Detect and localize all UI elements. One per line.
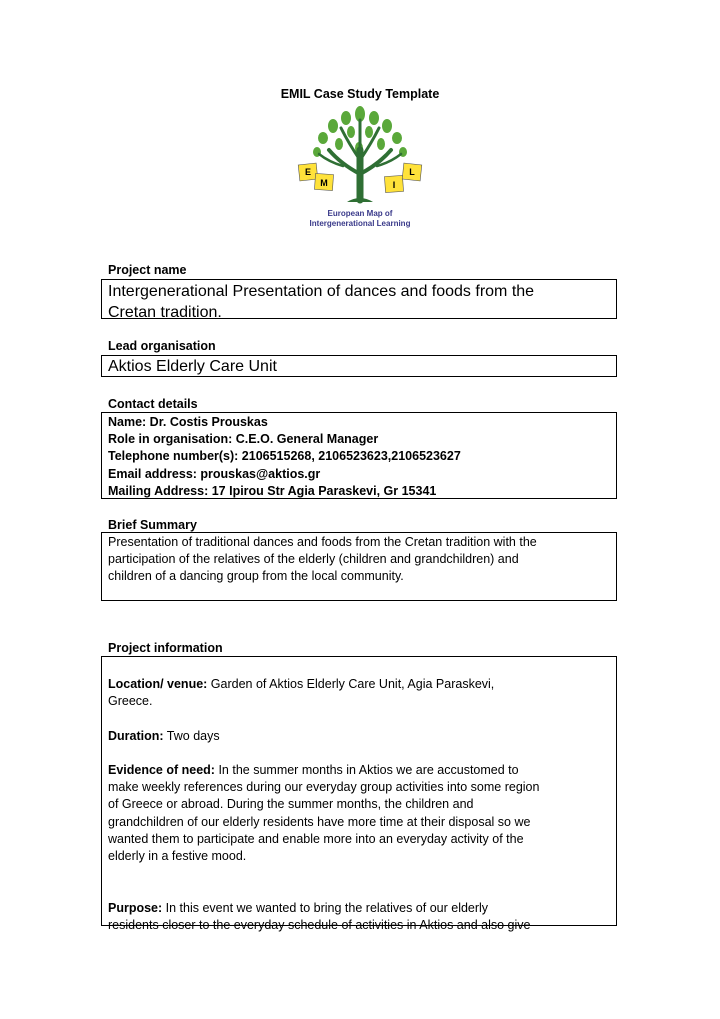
purpose-row xyxy=(108,900,610,917)
duration-label: Duration: xyxy=(108,728,164,743)
location-label: Location/ venue: xyxy=(108,677,208,691)
duration-row xyxy=(108,728,610,745)
evidence-label: Evidence of need: xyxy=(108,762,215,777)
location-value-cont: Greece. xyxy=(108,694,153,709)
emil-logo xyxy=(291,104,429,230)
evidence-line: of Greece or abroad. During the summer months, the children and xyxy=(108,797,474,812)
project-name-label: Project name xyxy=(108,263,187,277)
project-name-line1: Intergenerational Presentation of dances and foods from the xyxy=(108,283,535,300)
project-name-box xyxy=(101,279,617,319)
brief-summary-line: participation of the relatives of the elderly (children and grandchildren) and xyxy=(108,552,519,567)
purpose-line: residents closer to the everyday schedule of activities in Aktios and also give xyxy=(108,917,531,932)
evidence-value: In the summer months in Aktios we are accustomed to xyxy=(214,762,519,777)
duration-value: Two days xyxy=(163,728,220,743)
evidence-row xyxy=(108,762,610,779)
project-information-box xyxy=(101,656,617,932)
contact-details-box xyxy=(101,412,617,499)
brief-summary-box xyxy=(101,532,617,601)
location-value: Garden of Aktios Elderly Care Unit, Agia Paraskevi, xyxy=(207,677,495,691)
evidence-line: wanted them to participate and enable more into an everyday activity of the xyxy=(108,831,524,846)
logo-letter-e: E xyxy=(304,167,312,177)
lead-organisation-box xyxy=(101,355,617,377)
lead-organisation-label: Lead organisation xyxy=(108,339,216,353)
logo-letter-l: L xyxy=(409,167,415,177)
brief-summary-line: children of a dancing group from the local community. xyxy=(108,569,404,584)
contact-email: Email address: prouskas@aktios.gr xyxy=(108,466,321,481)
evidence-line: grandchildren of our elderly residents have more time at their disposal so we xyxy=(108,814,531,829)
project-information-label: Project information xyxy=(108,641,223,655)
purpose-value: In this event we wanted to bring the relatives of our elderly xyxy=(162,900,489,915)
contact-mailing-address: Mailing Address: 17 Ipirou Str Agia Paraskevi, Gr 15341 xyxy=(108,483,437,498)
evidence-line: elderly in a festive mood. xyxy=(108,849,247,863)
logo-letter-i: I xyxy=(392,180,396,190)
purpose-label: Purpose: xyxy=(108,900,163,915)
lead-organisation-value: Aktios Elderly Care Unit xyxy=(108,358,277,375)
brief-summary-label: Brief Summary xyxy=(108,518,197,532)
logo-caption-line1: European Map of xyxy=(327,209,393,218)
location-row xyxy=(108,676,610,693)
contact-details-label: Contact details xyxy=(108,397,198,411)
contact-telephone: Telephone number(s): 2106515268, 2106523623,2106523627 xyxy=(108,449,461,464)
contact-role: Role in organisation: C.E.O. General Manager xyxy=(108,432,379,447)
document-title: EMIL Case Study Template xyxy=(280,87,440,101)
contact-name: Name: Dr. Costis Prouskas xyxy=(108,415,268,429)
logo-letter-m: M xyxy=(320,178,328,188)
project-name-line2: Cretan tradition. xyxy=(108,304,222,321)
evidence-line: make weekly references during our everyday group activities into some region xyxy=(108,780,540,795)
brief-summary-line: Presentation of traditional dances and foods from the Cretan tradition with the xyxy=(108,535,537,549)
logo-caption-line2: Intergenerational Learning xyxy=(309,219,411,228)
